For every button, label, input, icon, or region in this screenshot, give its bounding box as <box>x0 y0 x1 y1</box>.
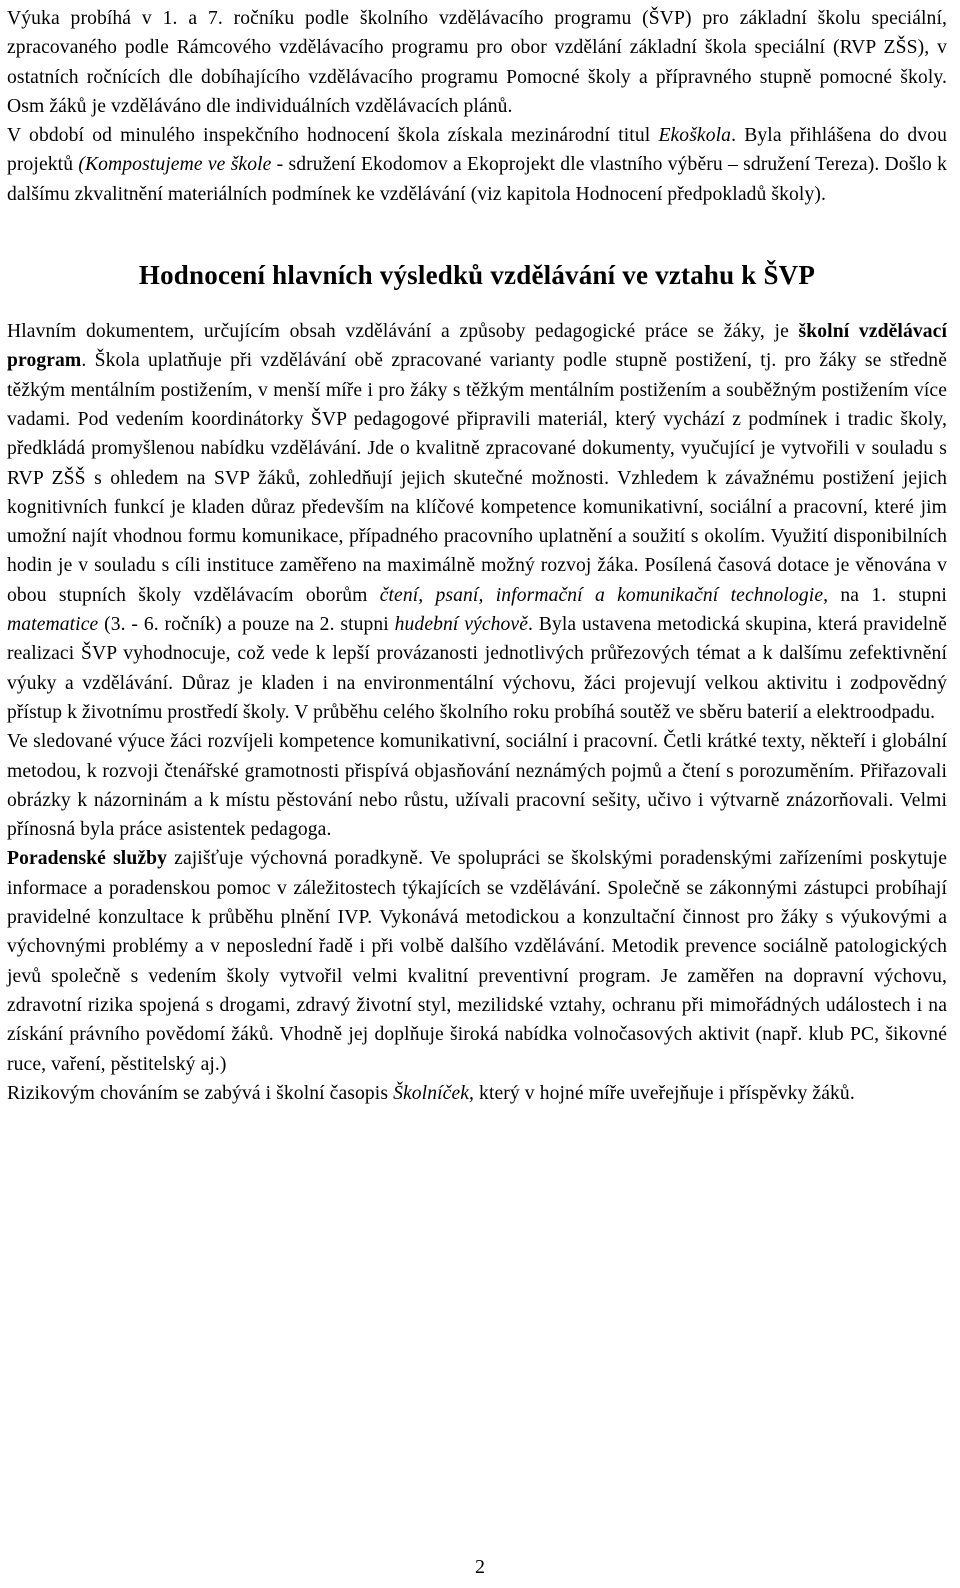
section-heading: Hodnocení hlavních výsledků vzdělávání ve vztahu k ŠVP <box>138 260 816 291</box>
paragraph-svp-evaluation: Hlavním dokumentem, určujícím obsah vzdělávání a způsoby pedagogické práce se žáky, je školní vzdělávací program. Škola uplatňuje při vzdělávání obě zpracované varianty podle stupně postižení, tj. pro žáky se středně těžkým mentálním postižením, v menší míře i pro žáky s těžkým mentálním postižením a souběžným postižením více vadami. Pod vedením koordinátorky ŠVP pedagogové připravili materiál, který vychází z podmínek i tradic školy, předkládá promyšlenou nabídku vzdělávání. Jde o kvalitně zpracované dokumenty, vyučující je vytvořili v souladu s RVP ZŠŠ s ohledem na SVP žáků, zohledňují jejich skutečné možnosti. Vzhledem k závažnému postižení jejich kognitivních funkcí je kladen důraz především na klíčové kompetence komunikativní, sociální a pracovní, které jim umožní najít vhodnou formu komunikace, případného pracovního uplatnění a soužití s okolím. Využití disponibilních hodin je v souladu s cíli instituce zaměřeno na maximálně možný rozvoj žáka. Posílená časová dotace je věnována v obou stupních školy vzdělávacím oborům čtení, psaní, informační a komunikační technologie, na 1. stupni matematice (3. - 6. ročník) a pouze na 2. stupni hudební výchově. Byla ustavena metodická skupina, která pravidelně realizaci ŠVP vyhodnocuje, což vede k lepší provázanosti jednotlivých průřezových témat a k dalšímu zefektivnění výuky a vzdělávání. Důraz je kladen i na environmentální výchovu, žáci projevují velkou aktivitu i zodpovědný přístup k životnímu prostředí školy. V průběhu celého školního roku probíhá soutěž ve sběru baterií a elektroodpadu. <box>7 321 947 723</box>
paragraph-school-magazine: Rizikovým chováním se zabývá i školní časopis Školníček, který v hojné míře uveřejňuje i příspěvky žáků. <box>7 1082 855 1104</box>
document-page <box>7 4 947 1108</box>
bold-svp-term: školní vzdělávací program <box>7 321 947 372</box>
italic-subjects: čtení, psaní, informační a komunikační technologie, <box>379 584 829 606</box>
italic-project-name: (Kompostujeme ve škole <box>78 154 272 176</box>
paragraph-ekoskola: V období od minulého inspekčního hodnocení škola získala mezinárodní titul Ekoškola. Byla přihlášena do dvou projektů (Kompostujeme ve škole - sdružení Ekodomov a Ekoprojekt dle vlastního výběru – sdružení Tereza). Došlo k dalšímu zkvalitnění materiálních podmínek ke vzdělávání (viz kapitola Hodnocení předpokladů školy). <box>7 125 947 205</box>
paragraph-program-overview: Výuka probíhá v 1. a 7. ročníku podle školního vzdělávacího programu (ŠVP) pro základní školu speciální, zpracovaného podle Rámcového vzdělávacího programu pro obor vzdělání základní škola speciální (RVP ZŠS), v ostatních ročnících dle dobíhajícího vzdělávacího programu Pomocné školy a přípravného stupně pomocné školy. Osm žáků je vzděláváno dle individuálních vzdělávacích plánů. <box>7 8 947 117</box>
italic-magazine-name: Školníček, <box>393 1082 475 1104</box>
italic-math: matematice <box>7 614 99 636</box>
paragraph-observed-lessons: Ve sledované výuce žáci rozvíjeli kompetence komunikativní, sociální i pracovní. Četli krátké texty, někteří i globální metodou, k rozvoji čtenářské gramotnosti přispívá objasňování neznámých pojmů a čtení s porozuměním. Přiřazovali obrázky k názorninám a k místu pěstování nebo růstu, užívali pracovní sešity, učivo i výtvarně znázorňovali. Velmi přínosná byla práce asistentek pedagoga. <box>7 731 947 841</box>
bold-counselling-term: Poradenské služby <box>7 848 168 870</box>
paragraph-counselling: Poradenské služby zajišťuje výchovná poradkyně. Ve spolupráci se školskými poradenskými zařízeními poskytuje informace a poradenskou pomoc v záležitostech týkajících se vzdělávání. Společně se zákonnými zástupci probíhají pravidelné konzultace k průběhu plnění IVP. Vykonává metodickou a konzultační činnost pro žáky s výukovými a výchovnými problémy a v neposlední řadě i při volbě dalšího vzdělávání. Metodik prevence sociálně patologických jevů společně s vedením školy vytvořil velmi kvalitní preventivní program. Je zaměřen na dopravní výchovu, zdravotní rizika spojená s drogami, zdravý životní styl, mezilidské vztahy, ochranu při mimořádných událostech i na získání právního povědomí žáků. Vhodně jej doplňuje široká nabídka volnočasových aktivit (např. klub PC, šikovné ruce, vaření, pěstitelský aj.) <box>7 848 947 1075</box>
italic-music: hudební výchově <box>394 614 529 636</box>
page-number: 2 <box>475 1556 485 1578</box>
italic-ekoskola: Ekoškola <box>658 125 732 147</box>
